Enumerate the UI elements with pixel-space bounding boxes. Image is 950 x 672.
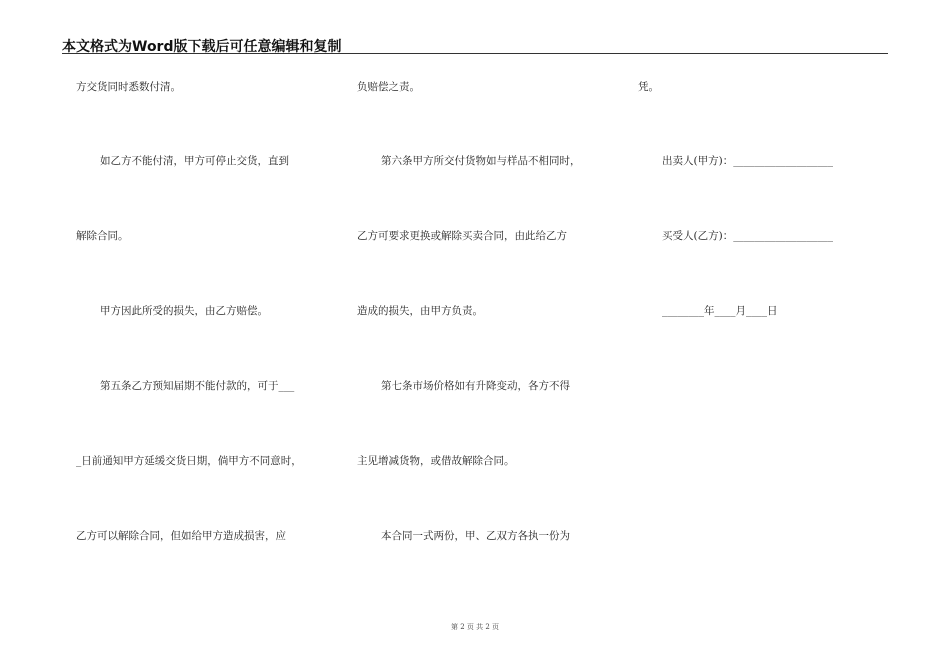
document-header-title: 本文格式为Word版下载后可任意编辑和复制: [62, 39, 342, 55]
col1-line-4: 甲方因此所受的损失，由乙方赔偿。: [100, 305, 268, 317]
col2-line-4: 造成的损失，由甲方负责。: [357, 305, 483, 317]
col2-line-3: 乙方可要求更换或解除买卖合同，由此给乙方: [357, 230, 567, 242]
col1-line-1: 方交货同时悉数付清。: [76, 81, 181, 93]
col3-line-1: 凭。: [638, 81, 659, 93]
col1-line-2: 如乙方不能付清，甲方可停止交货，直到: [100, 155, 289, 167]
col1-line-5: 第五条乙方预知届期不能付款的，可于___: [100, 380, 295, 392]
col1-line-6: _日前通知甲方延缓交货日期，倘甲方不同意时，: [76, 455, 302, 467]
seller-signature-line: 出卖人(甲方)：___________________: [662, 155, 833, 167]
col1-line-7: 乙方可以解除合同，但如给甲方造成损害，应: [76, 530, 286, 542]
buyer-signature-line: 买受人(乙方)：___________________: [662, 230, 833, 242]
col2-line-2: 第六条甲方所交付货物如与样品不相同时，: [381, 155, 581, 167]
col1-line-3: 解除合同。: [76, 230, 129, 242]
col2-line-5: 第七条市场价格如有升降变动，各方不得: [381, 380, 570, 392]
date-line: ________年____月____日: [662, 305, 778, 317]
col2-line-6: 主见增减货物，或借故解除合同。: [357, 455, 515, 467]
col2-line-7: 本合同一式两份，甲、乙双方各执一份为: [381, 530, 570, 542]
page-number-footer: 第 2 页 共 2 页: [450, 623, 500, 631]
col2-line-1: 负赔偿之责。: [357, 81, 420, 93]
header-divider: [62, 53, 888, 54]
